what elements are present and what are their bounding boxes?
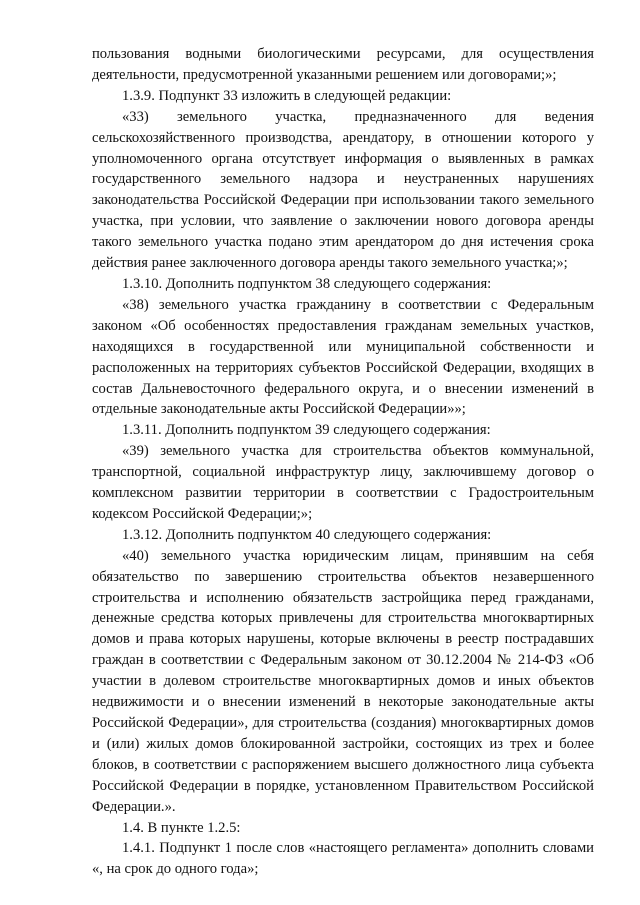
- paragraph-1-4-1: 1.4.1. Подпункт 1 после слов «настоящего регламента» дополнить словами «, на срок до одного года»;: [92, 840, 594, 878]
- paragraph-1-4-heading: 1.4. В пункте 1.2.5:: [122, 819, 241, 836]
- paragraph-subitem-40: «40) земельного участка юридическим лицам, принявшим на себя обязательство по завершению строительства объектов незавершенного строительства и исполнению обязательств застройщика перед гражданами, денежные средства которых привлечены для строительства многоквартирных домов и права которых нарушены, которые включены в реестр пострадавших граждан в соответствии с Федеральным законом от 30.12.2004 № 214-ФЗ «Об участии в долевом строительстве многоквартирных домов и иных объектов недвижимости и о внесении изменений в некоторые законодательные акты Российской Федерации», для строительства (создания) многоквартирных домов и (или) жилых домов блокированной застройки, состоящих из трех и более блоков, в соответствии с распоряжением высшего должностного лица субъекта Российской Федерации в порядке, установленном Правительством Российской Федерации.».: [92, 547, 594, 815]
- paragraph-1-3-10-heading: 1.3.10. Дополнить подпунктом 38 следующего содержания:: [122, 275, 492, 292]
- paragraph-subitem-38: «38) земельного участка гражданину в соответствии с Федеральным законом «Об особенностях предоставления гражданам земельных участков, находящихся в государственной или муниципальной собственности и расположенных на территориях субъектов Российской Федерации, входящих в состав Дальневосточного федерального округа, и о внесении изменений в отдельные законодательные акты Российской Федерации»»;: [92, 296, 594, 418]
- document-page: [92, 44, 594, 880]
- paragraph-continuation: пользования водными биологическими ресурсами, для осуществления деятельности, предусмотренной указанными решением или договорами;»;: [92, 46, 594, 83]
- paragraph-subitem-39: «39) земельного участка для строительства объектов коммунальной, транспортной, социальной инфраструктур лицу, заключившему договор о комплексном развитии территории в соответствии с Градостроительным кодексом Российской Федерации;»;: [92, 443, 594, 522]
- paragraph-subitem-33: «33) земельного участка, предназначенного для ведения сельскохозяйственного производства, арендатору, в отношении которого у уполномоченного органа отсутствует информация о выявленных в рамках государственного земельного надзора и неустраненных нарушениях законодательства Российской Федерации при использовании такого земельного участка, при условии, что заявление о заключении нового договора аренды такого земельного участка подано этим арендатором до дня истечения срока действия ранее заключенного договора аренды такого земельного участка;»;: [92, 108, 594, 272]
- paragraph-1-3-12-heading: 1.3.12. Дополнить подпунктом 40 следующего содержания:: [122, 526, 492, 543]
- paragraph-1-3-9-heading: 1.3.9. Подпункт 33 изложить в следующей редакции:: [122, 87, 452, 104]
- paragraph-1-3-11-heading: 1.3.11. Дополнить подпунктом 39 следующего содержания:: [122, 422, 491, 439]
